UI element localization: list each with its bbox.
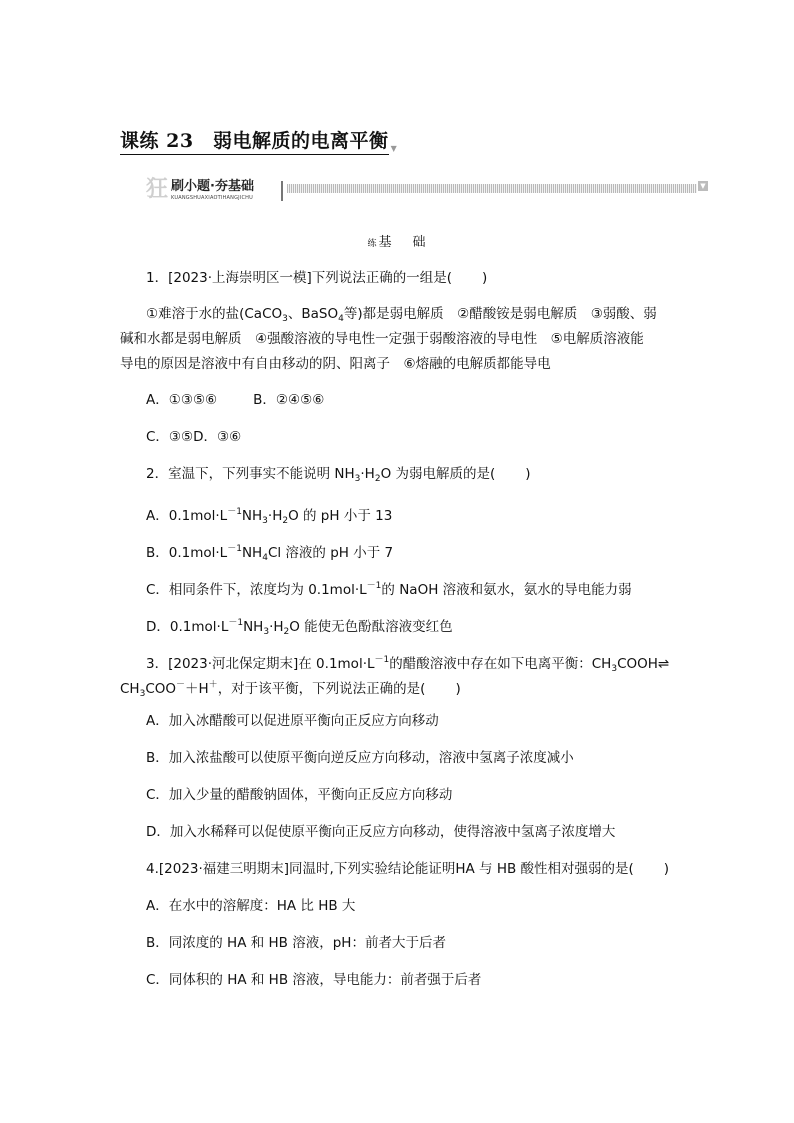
q4-stem: 4.[2023·福建三明期末]同温时,下列实验结论能证明HA 与 HB 酸性相对强弱的是( ) xyxy=(146,861,670,877)
lesson-title-row xyxy=(120,126,397,155)
banner-pinyin: KUANGSHUAXIAOTIHANGJICHU xyxy=(171,195,254,201)
q1-option-b: B．②④⑤⑥ xyxy=(253,392,325,408)
title-dropdown-icon: ▼ xyxy=(390,144,397,153)
q2-option-c: C．相同条件下，浓度均为 $0.1mol\cdot L^{-1}$的 NaOH 溶液和氨水，氨水的导电能力弱 xyxy=(146,581,632,598)
q2-option-b: B．$0.1mol\cdot L^{-1}NH_4Cl$ 溶液的 pH 小于 7 xyxy=(146,544,394,563)
q2-option-a: A．$0.1mol\cdot L^{-1}NH_3\cdot H_2O$ 的 pH 小于 13 xyxy=(146,507,393,526)
banner-logo-char: 狂 xyxy=(146,177,169,202)
lesson-title: 课练 23 弱电解质的电离平衡 xyxy=(120,126,389,155)
q1-statement-line-1: ①难溶于水的盐(CaCO$_3$、BaSO$_4$等)都是弱电解质 ②醋酸铵是弱电解质 ③弱酸、弱 xyxy=(146,306,657,324)
q3-option-a: A．加入冰醋酸可以促进原平衡向正反应方向移动 xyxy=(146,713,439,729)
q1-stem: 1．[2023·上海崇明区一模]下列说法正确的一组是( ) xyxy=(146,270,488,286)
q3-stem-line-2: $CH_3COO^-+H^+$，对于该平衡，下列说法正确的是( ) xyxy=(120,680,461,699)
banner-divider xyxy=(281,181,283,201)
banner-stripe xyxy=(287,184,697,193)
section-heading-b: 础 xyxy=(412,235,427,250)
q3-option-c: C．加入少量的醋酸钠固体，平衡向正反应方向移动 xyxy=(146,787,453,803)
q4-option-c: C．同体积的 HA 和 HB 溶液，导电能力：前者强于后者 xyxy=(146,972,482,988)
q3-option-b: B．加入浓盐酸可以使原平衡向逆反应方向移动，溶液中氢离子浓度减小 xyxy=(146,750,574,766)
q3-option-d: D．加入水稀释可以促使原平衡向正反应方向移动，使得溶液中氢离子浓度增大 xyxy=(146,824,616,840)
section-heading-a: 基 xyxy=(378,235,393,250)
section-banner xyxy=(146,179,708,203)
q2-stem: 2．室温下，下列事实不能说明 $NH_3\cdot H_2O$ 为弱电解质的是( ) xyxy=(146,466,531,484)
q1-options-cd: C．③⑤D．③⑥ xyxy=(146,429,242,445)
q1-options-ab xyxy=(146,390,324,410)
practice-icon: 练 xyxy=(367,239,378,249)
q4-option-b: B．同浓度的 HA 和 HB 溶液，pH：前者大于后者 xyxy=(146,935,446,951)
q1-option-a: A．①③⑤⑥ xyxy=(146,392,218,408)
q2-option-d: D．$0.1mol\cdot L^{-1}NH_3\cdot H_2O$ 能使无色酚酞溶液变红色 xyxy=(146,618,453,637)
q1-statement-line-2: 碱和水都是弱电解质 ④强酸溶液的导电性一定强于弱酸溶液的导电性 ⑤电解质溶液能 xyxy=(120,331,644,347)
section-heading xyxy=(0,231,794,250)
q3-stem-line-1: 3．[2023·河北保定期末]在 $0.1mol\cdot L^{-1}$的醋酸溶液中存在如下电离平衡：$CH_3COOH\rightleftharpoons$ xyxy=(146,655,670,674)
q4-option-a: A．在水中的溶解度：HA 比 HB 大 xyxy=(146,898,356,914)
banner-title: 刷小题·夯基础 xyxy=(171,179,254,194)
banner-collapse-icon: ▼ xyxy=(698,181,708,191)
q1-statement-line-3: 导电的原因是溶液中有自由移动的阴、阳离子 ⑥熔融的电解质都能导电 xyxy=(120,356,551,372)
